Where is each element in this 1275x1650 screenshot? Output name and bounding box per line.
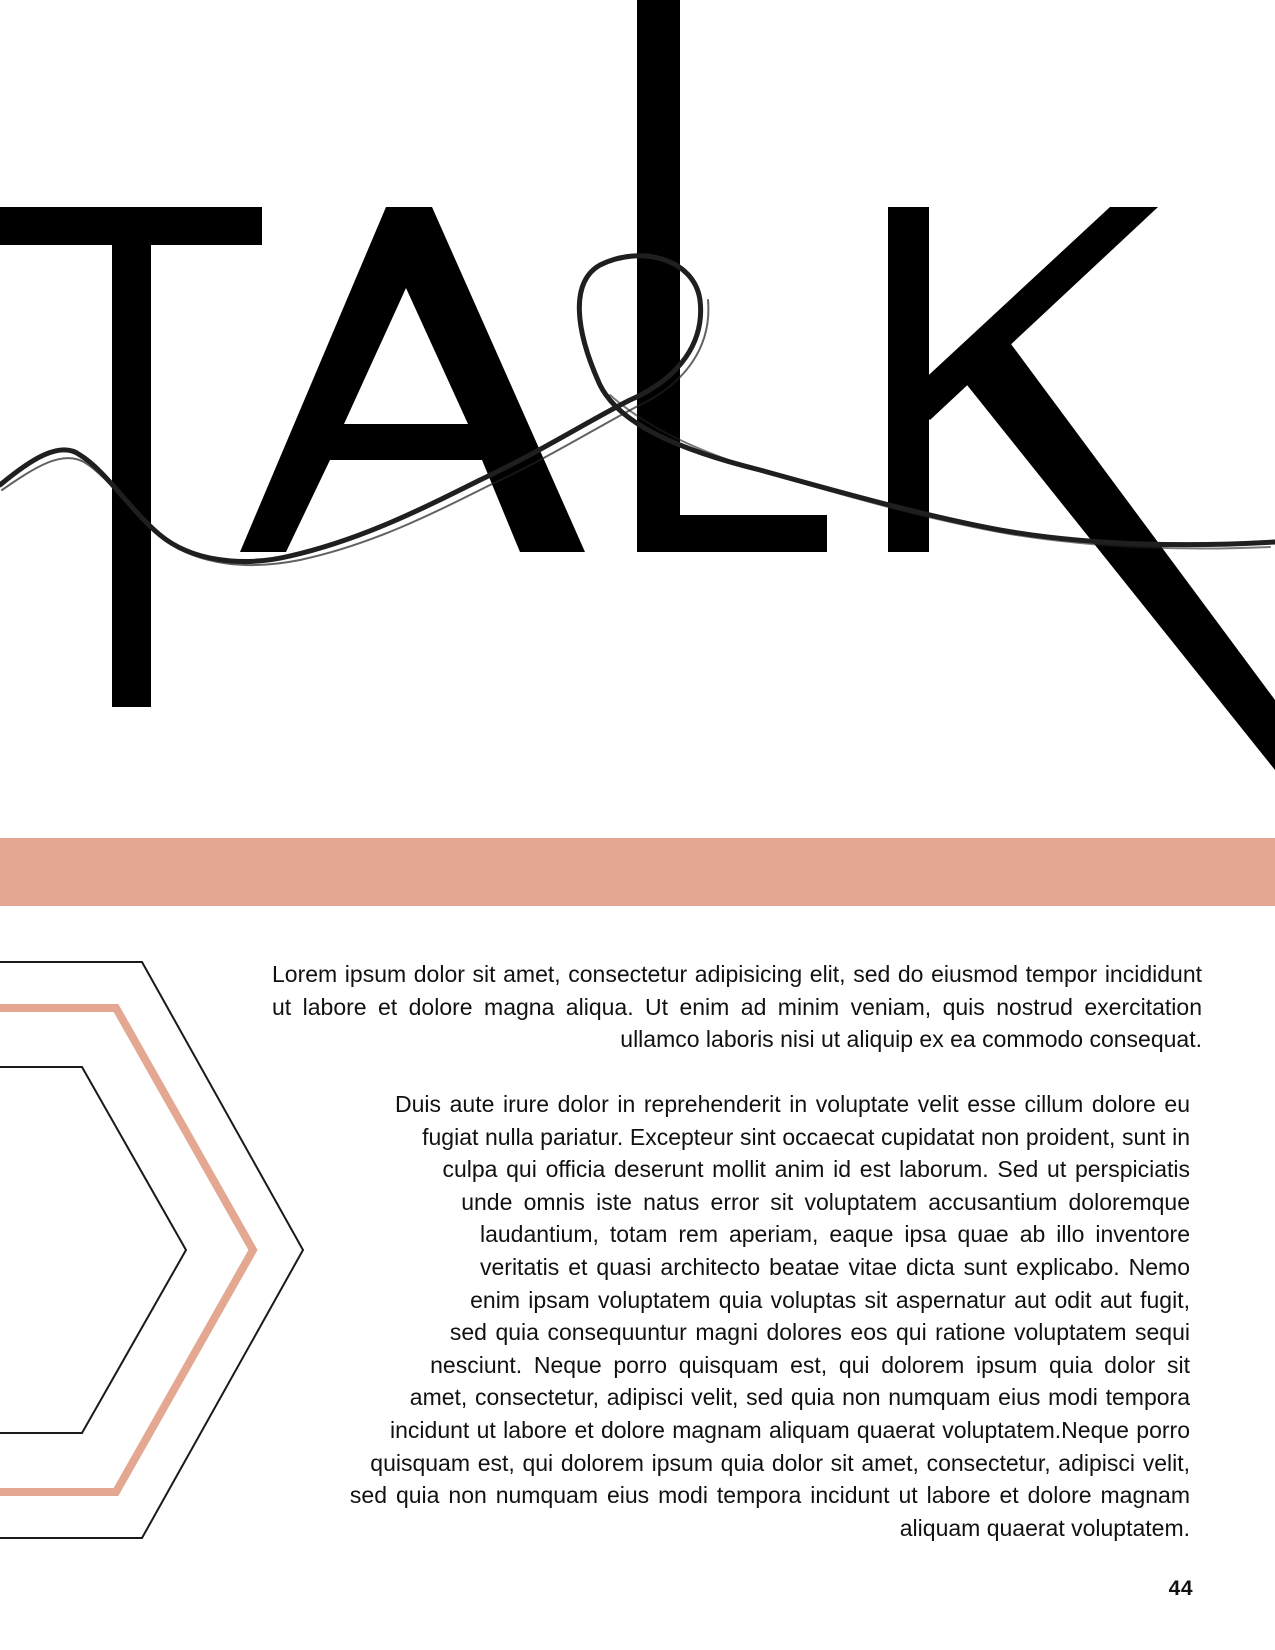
hexagon-inner-line — [0, 1067, 186, 1433]
title-letter-k-stem — [888, 207, 929, 552]
title-letter-l-foot — [637, 515, 827, 552]
title-artwork — [0, 0, 1275, 780]
title-letter-t-stem — [112, 207, 151, 707]
title-letters — [0, 0, 1275, 770]
body-paragraph-2: Duis aute irure dolor in reprehenderit in voluptate velit esse cillum dolore eu fugiat nulla pariatur. Excepteur sint occaecat cupidatat non proident, sunt in culpa qui officia deserunt mollit anim id est laborum. Sed ut perspiciatis unde omnis iste natus error sit voluptatem accusantium doloremque laudantium, totam rem aperiam, eaque ipsa quae ab illo inventore veritatis et quasi architecto beatae vitae dicta sunt explicabo. Nemo enim ipsam voluptatem quia voluptas sit aspernatur aut odit aut fugit, sed quia consequuntur magni dolores eos qui ratione voluptatem sequi nesciunt. Neque porro quisquam est, qui dolorem ipsum quia dolor sit amet, consectetur, adipisci velit, sed quia non numquam eius modi tempora incidunt ut labore et dolore magnam aliquam quaerat voluptatem.Neque porro quisquam est, qui dolorem ipsum quia dolor sit amet, consectetur, adipisci velit, sed quia non numquam eius modi tempora incidunt ut labore et dolore magnam aliquam quaerat voluptatem. — [349, 1091, 1190, 1541]
hexagon-accent-line — [0, 1008, 253, 1492]
title-letter-l-stem — [637, 0, 680, 552]
accent-band — [0, 838, 1275, 906]
body-paragraph-2-container — [270, 1088, 1190, 1558]
title-letter-k-leg — [955, 340, 1275, 770]
page-number: 44 — [1168, 1577, 1193, 1600]
body-paragraph-1: Lorem ipsum dolor sit amet, consectetur adipisicing elit, sed do eiusmod tempor incididunt ut labore et dolore magna aliqua. Ut enim ad minim veniam, quis nostrud exercitation ullamco laboris nisi ut aliquip ex ea commodo consequat. — [272, 961, 1202, 1053]
